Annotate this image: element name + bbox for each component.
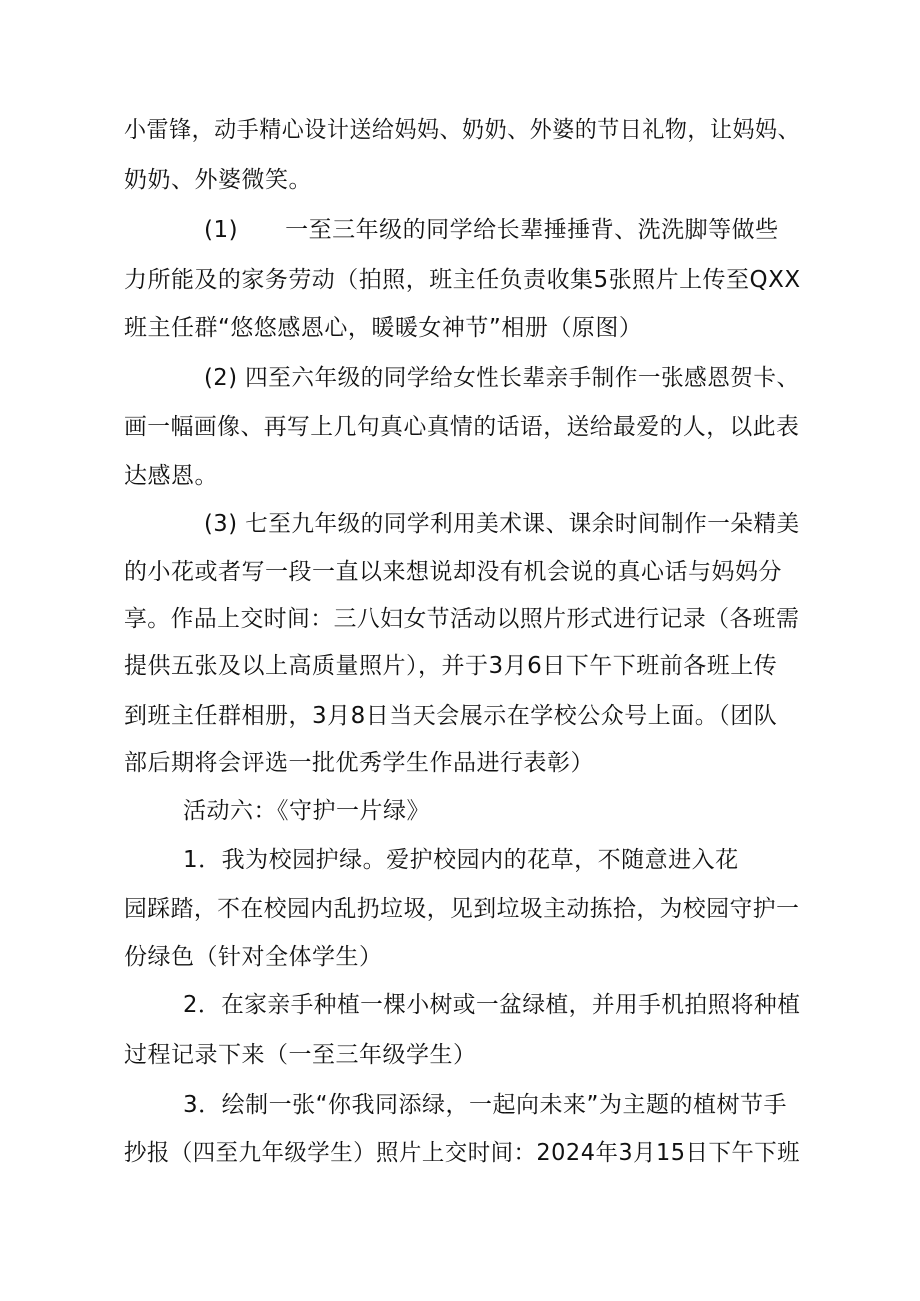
- text-line-4: 力所能及的家务劳动（拍照，班主任负责收集5张照片上传至QXX: [124, 267, 801, 293]
- text-line-5: 班主任群“悠悠感恩心，暖暖女神节”相册（原图）: [124, 315, 643, 341]
- text-line-11: 享。作品上交时间：三八妇女节活动以照片形式进行记录（各班需: [124, 606, 800, 632]
- text-line-6: (2) 四至六年级的同学给女性长辈亲手制作一张感恩贺卡、: [204, 365, 800, 391]
- text-line-7: 画一幅画像、再写上几句真心真情的话语，送给最爱的人，以此表: [124, 414, 800, 440]
- text-line-21: 3．绘制一张“你我同添绿，一起向未来”为主题的植树节手: [183, 1092, 787, 1118]
- text-line-13: 到班主任群相册，3月8日当天会展示在学校公众号上面。（团队: [124, 703, 778, 729]
- text-line-10: 的小花或者写一段一直以来想说却没有机会说的真心话与妈妈分: [124, 559, 782, 585]
- text-line-22: 抄报（四至九年级学生）照片上交时间：2024年3月15日下午下班: [124, 1140, 801, 1166]
- text-line-3: (1) 一至三年级的同学给长辈捶捶背、洗洗脚等做些: [204, 217, 779, 243]
- text-line-20: 过程记录下来（一至三年级学生）: [124, 1042, 477, 1068]
- text-line-9: (3) 七至九年级的同学利用美术课、课余时间制作一朵精美: [204, 511, 800, 537]
- text-line-18: 份绿色（针对全体学生）: [124, 944, 383, 970]
- text-line-1: 小雷锋，动手精心设计送给妈妈、奶奶、外婆的节日礼物，让妈妈、: [124, 117, 801, 143]
- section-heading: 活动六：《守护一片绿》: [183, 798, 430, 824]
- text-line-19: 2．在家亲手种植一棵小树或一盆绿植，并用手机拍照将种植: [183, 992, 801, 1018]
- text-line-8: 达感恩。: [124, 463, 218, 489]
- text-line-14: 部后期将会评选一批优秀学生作品进行表彰）: [124, 750, 594, 776]
- text-line-16: 1．我为校园护绿。爱护校园内的花草，不随意进入花: [183, 847, 739, 873]
- text-line-2: 奶奶、外婆微笑。: [124, 167, 312, 193]
- text-line-17: 园踩踏，不在校园内乱扔垃圾，见到垃圾主动拣拾，为校园守护一: [124, 896, 800, 922]
- text-line-12: 提供五张及以上高质量照片），并于3月6日下午下班前各班上传: [124, 653, 778, 679]
